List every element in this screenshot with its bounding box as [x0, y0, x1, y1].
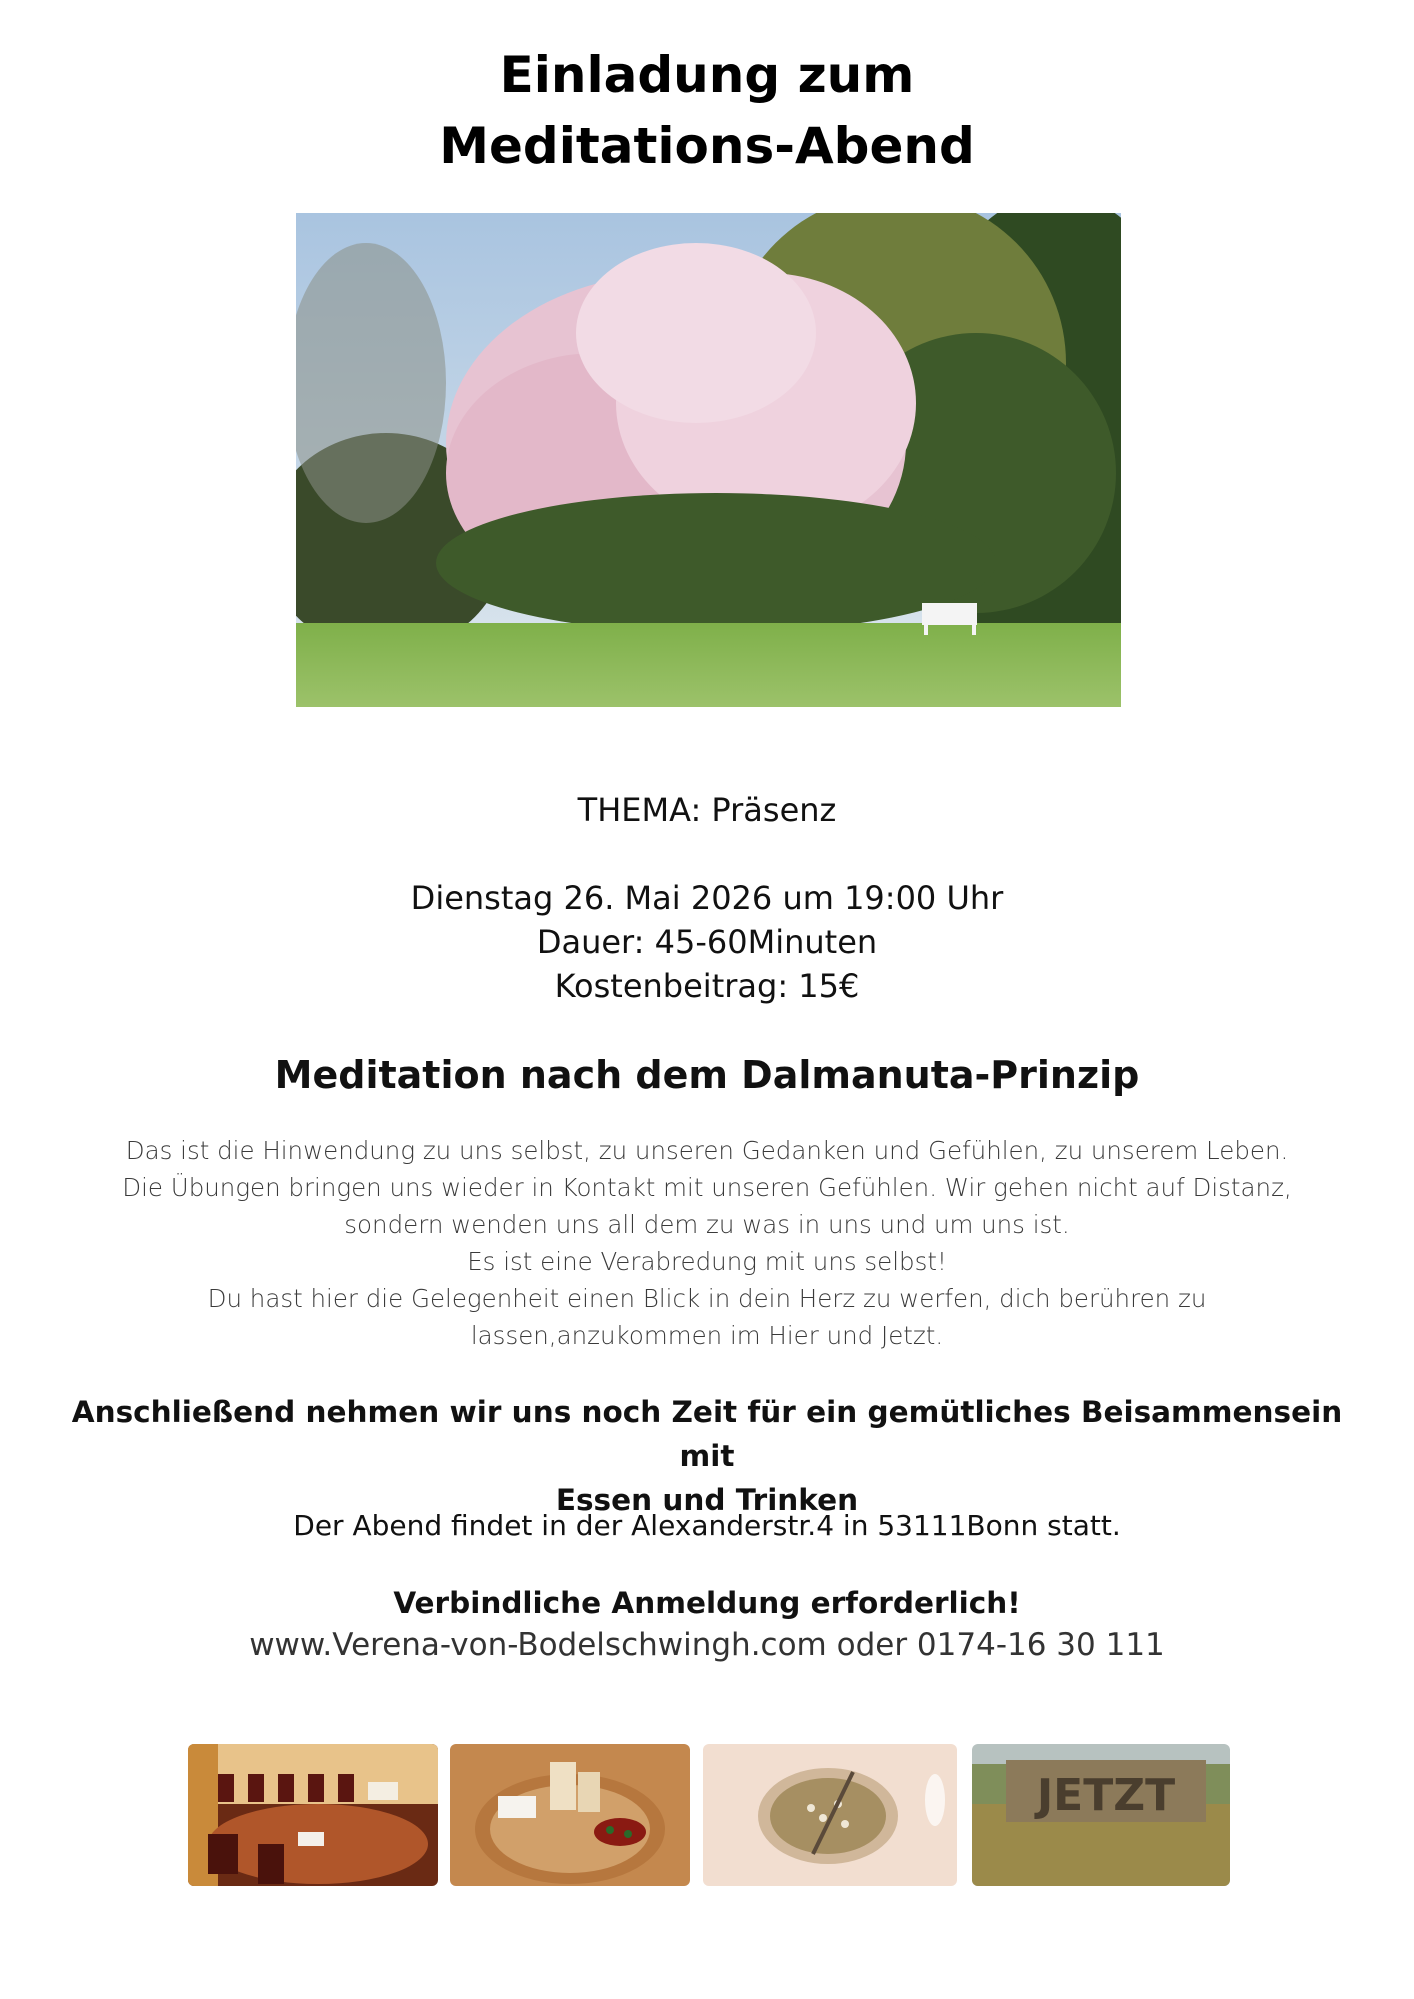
- afterwards-line-1: Anschließend nehmen wir uns noch Zeit für ein gemütliches Beisammensein mit: [71, 1395, 1343, 1473]
- event-cost: Kostenbeitrag: 15€: [554, 967, 860, 1005]
- description-line: sondern wenden uns all dem zu was in uns und um uns ist.: [344, 1210, 1070, 1239]
- contact-line: www.Verena-von-Bodelschwingh.com oder 0174-16 30 111: [249, 1627, 1165, 1663]
- description-line: Du hast hier die Gelegenheit einen Blick in dein Herz zu werfen, dich berühren zu: [207, 1284, 1207, 1313]
- sculpture-lettering: JETZT: [1036, 1770, 1176, 1821]
- address-line: Der Abend findet in der Alexanderstr.4 in 53111Bonn statt.: [293, 1509, 1121, 1542]
- description-line: Es ist eine Verabredung mit uns selbst!: [467, 1247, 947, 1276]
- title-line-2: Meditations-Abend: [439, 117, 975, 175]
- description-line: lassen,anzukommen im Hier und Jetzt.: [470, 1321, 944, 1350]
- photo-meditation-room: [188, 1744, 438, 1886]
- description-line: Das ist die Hinwendung zu uns selbst, zu unseren Gedanken und Gefühlen, zu unserem Leben.: [125, 1136, 1289, 1165]
- title-line-1: Einladung zum: [499, 46, 915, 104]
- registration-note: Verbindliche Anmeldung erforderlich!: [393, 1586, 1021, 1620]
- event-duration: Dauer: 45-60Minuten: [536, 923, 878, 961]
- afterwards-line-2: Essen und Trinken: [555, 1483, 859, 1517]
- event-date: Dienstag 26. Mai 2026 um 19:00 Uhr: [410, 879, 1004, 917]
- theme-line: THEMA: Präsenz: [577, 791, 837, 829]
- event-details: [0, 876, 1414, 1008]
- description: [110, 1132, 1304, 1354]
- description-line: Die Übungen bringen uns wieder in Kontakt mit unseren Gefühlen. Wir gehen nicht auf Distanz,: [122, 1173, 1292, 1202]
- photo-decorated-plate: [703, 1744, 957, 1886]
- afterwards-note: [60, 1390, 1354, 1522]
- invitation-title: [0, 40, 1414, 182]
- photo-candles-plate: [450, 1744, 690, 1886]
- photo-jetzt-sculpture: [972, 1744, 1230, 1886]
- subheading: Meditation nach dem Dalmanuta-Prinzip: [274, 1053, 1140, 1097]
- hero-photo-blossom-tree: [296, 213, 1121, 707]
